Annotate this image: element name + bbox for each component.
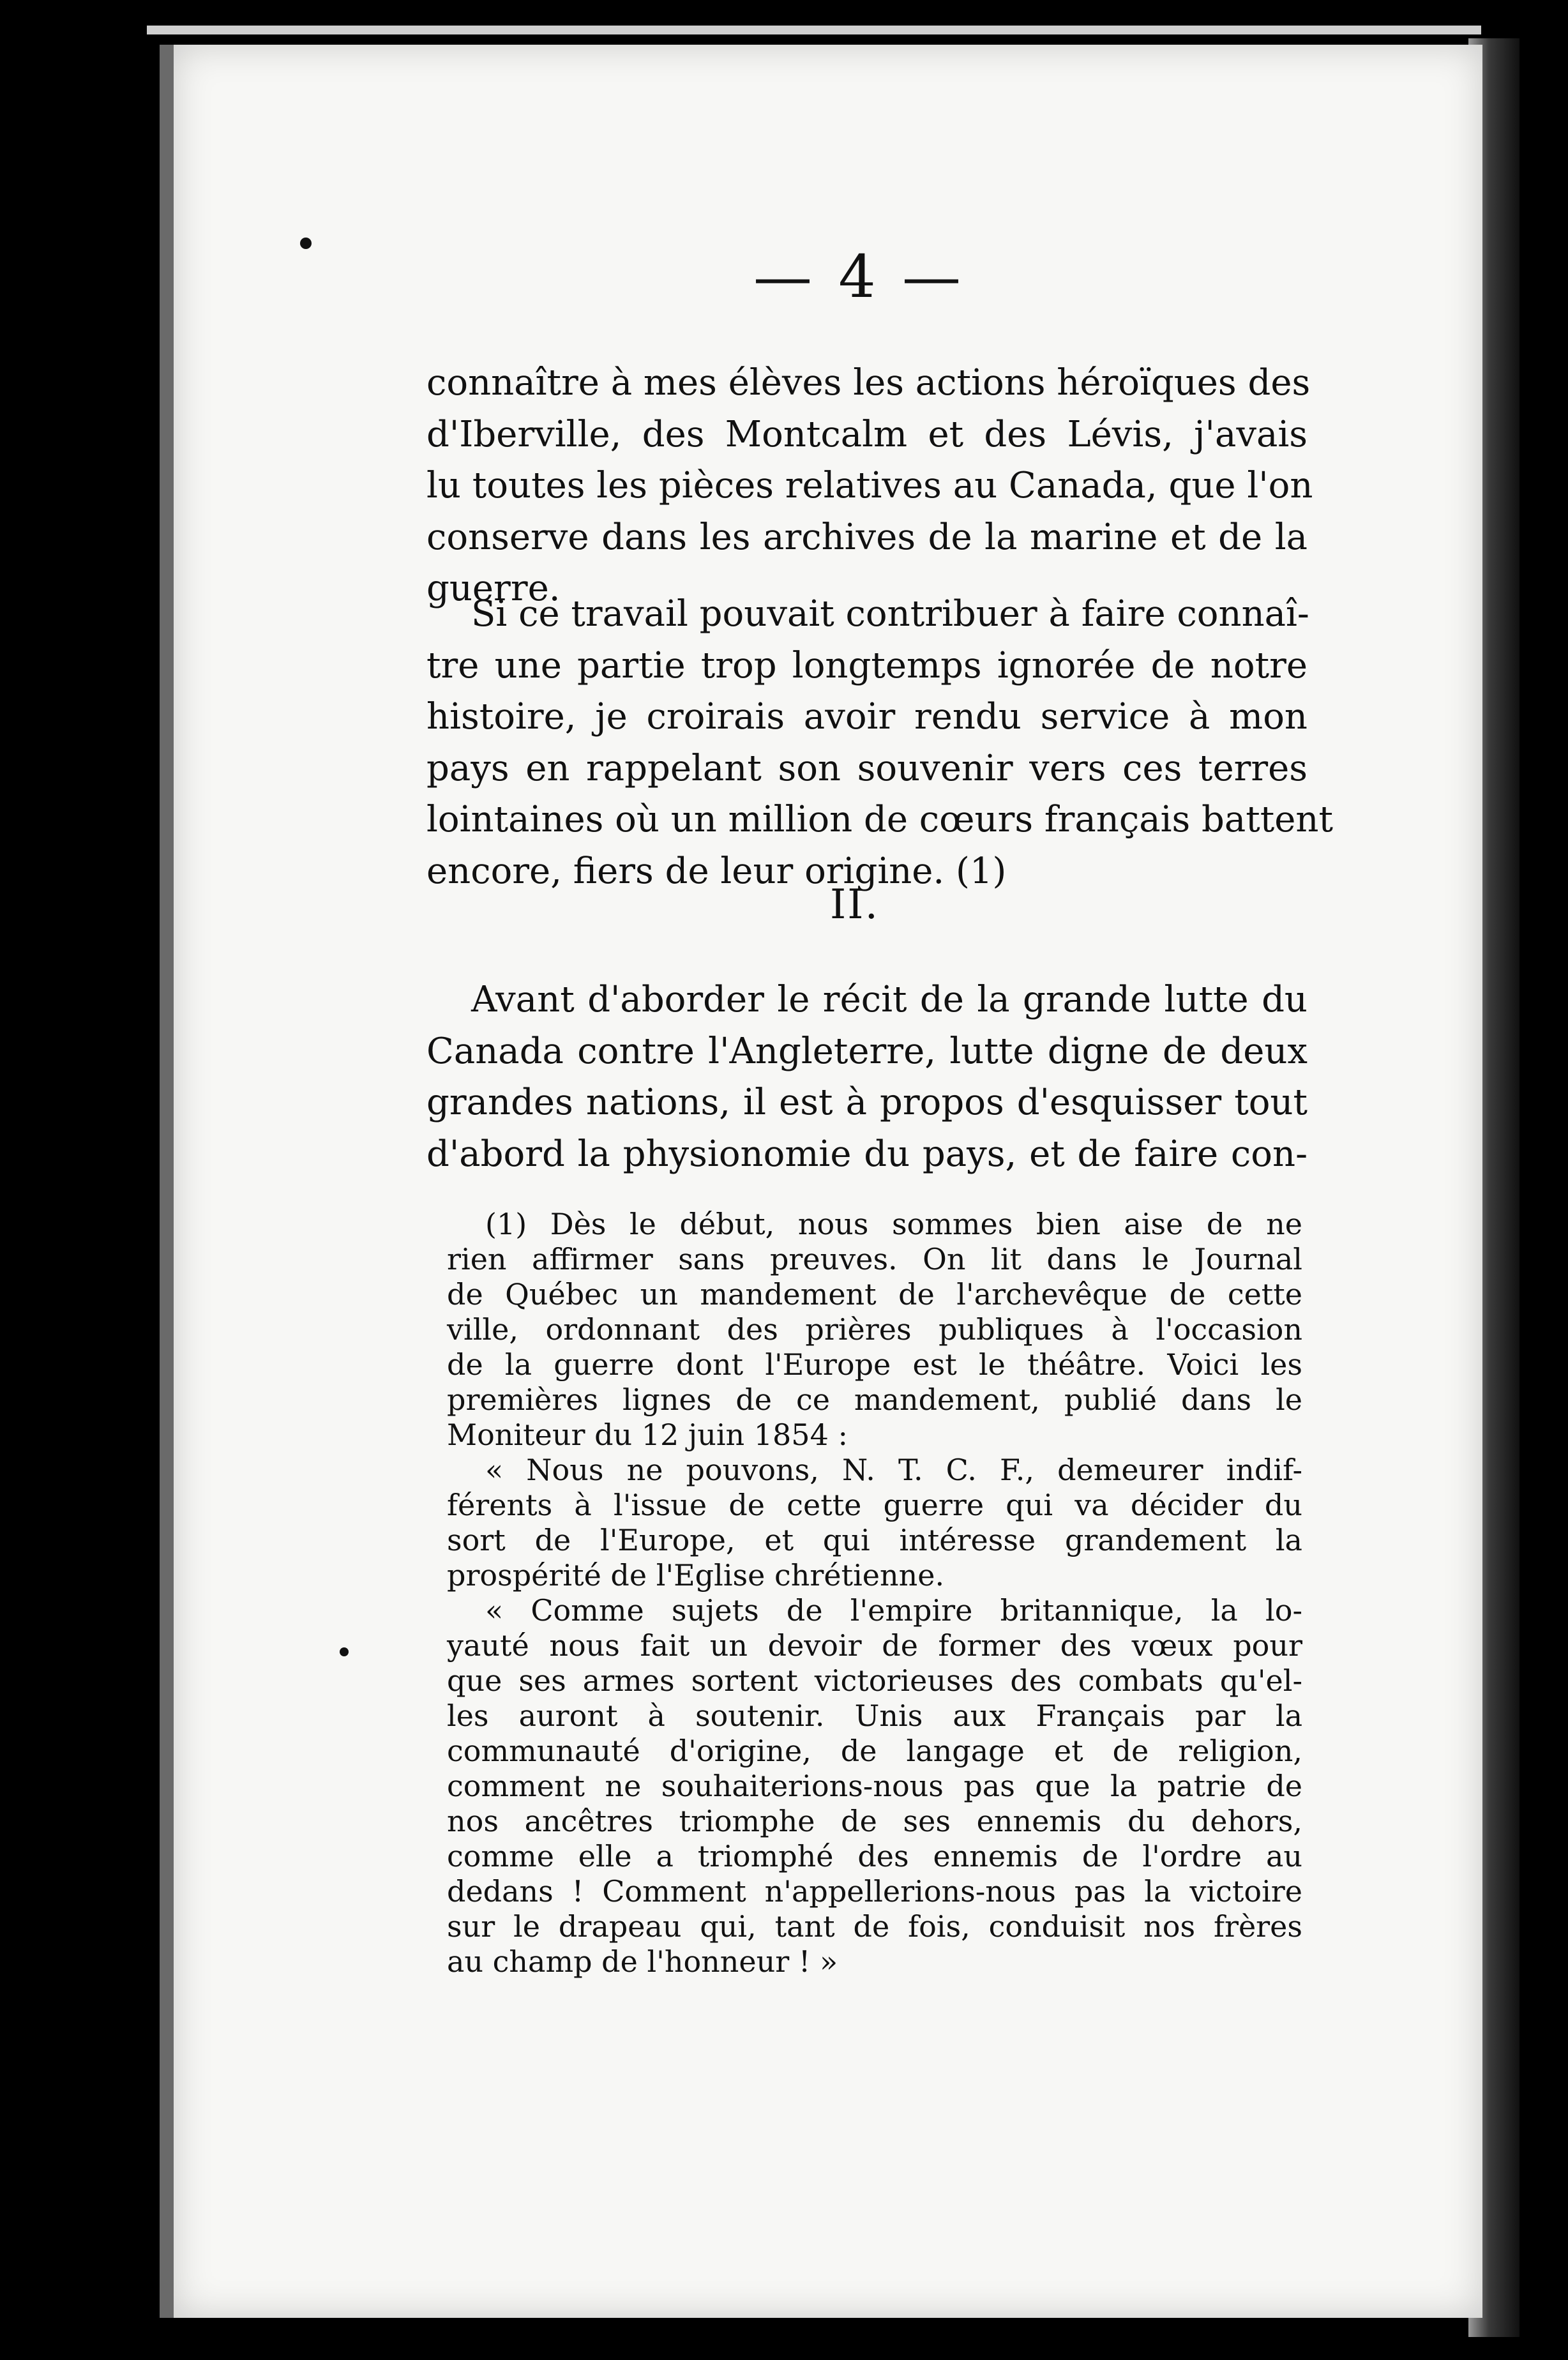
text-line: pays en rappelant son souvenir vers ces terres (426, 747, 1308, 789)
footnote-line: Moniteur du 12 juin 1854 : (447, 1418, 848, 1452)
body-paragraph-1 (426, 358, 1313, 615)
footnote-line: comme elle a triomphé des ennemis de l'ordre au (447, 1839, 1302, 1873)
text-line: lu toutes les pièces relatives au Canada, que l'on (426, 465, 1313, 506)
footnote-line: au champ de l'honneur ! » (447, 1944, 838, 1979)
text-line: guerre. (426, 568, 561, 609)
footnote-line: « Comme sujets de l'empire britannique, la lo- (485, 1593, 1302, 1628)
text-line: lointaines où un million de cœurs français battent (426, 799, 1333, 840)
page-number: — 4 — (753, 243, 965, 311)
footnote-line: (1) Dès le début, nous sommes bien aise de ne (485, 1207, 1302, 1241)
footnote-line: nos ancêtres triomphe de ses ennemis du dehors, (447, 1804, 1302, 1838)
section-heading: II. (830, 881, 879, 928)
footnote-line: ville, ordonnant des prières publiques à l'occasion (447, 1312, 1302, 1347)
speck-mark (300, 238, 312, 249)
footnote-line: rien affirmer sans preuves. On lit dans le Journal (447, 1242, 1302, 1276)
footnote-line: communauté d'origine, de langage et de religion, (447, 1734, 1302, 1768)
footnote-paragraph (447, 1207, 1302, 1453)
footnote-line: prospérité de l'Eglise chrétienne. (447, 1558, 945, 1592)
text-line: encore, fiers de leur origine. (1) (426, 850, 1007, 892)
footnote-line: yauté nous fait un devoir de former des vœux pour (447, 1628, 1302, 1663)
footnote-paragraph (447, 1593, 1302, 1979)
footnote-line: que ses armes sortent victorieuses des combats qu'el- (447, 1663, 1302, 1698)
footnote-line: de Québec un mandement de l'archevêque de cette (447, 1277, 1302, 1312)
footnote-line: de la guerre dont l'Europe est le théâtre. Voici les (447, 1347, 1302, 1382)
page-edge-top (147, 26, 1481, 34)
text-line: grandes nations, il est à propos d'esquisser tout (426, 1082, 1308, 1123)
footnote-separator (447, 1188, 1302, 1189)
body-paragraph-3 (426, 974, 1308, 1180)
text-line: Avant d'aborder le récit de la grande lutte du (471, 979, 1308, 1020)
footnote-line: « Nous ne pouvons, N. T. C. F., demeurer indif- (485, 1453, 1302, 1487)
speck-mark (340, 1647, 349, 1656)
text-line: connaître à mes élèves les actions héroïques des (426, 362, 1311, 404)
footnote-line: premières lignes de ce mandement, publié dans le (447, 1382, 1302, 1417)
footnote-line: sort de l'Europe, et qui intéresse grandement la (447, 1523, 1302, 1557)
text-line: histoire, je croirais avoir rendu service à mon (426, 696, 1308, 738)
text-line: d'abord la physionomie du pays, et de faire con- (426, 1133, 1308, 1175)
footnote-line: férents à l'issue de cette guerre qui va décider du (447, 1488, 1302, 1522)
footnote-line: comment ne souhaiterions-nous pas que la patrie de (447, 1769, 1302, 1803)
footnote-paragraph (447, 1453, 1302, 1593)
text-line: Canada contre l'Angleterre, lutte digne de deux (426, 1030, 1308, 1072)
footnote-line: dedans ! Comment n'appellerions-nous pas la victoire (447, 1874, 1302, 1909)
body-paragraph-2 (426, 589, 1333, 897)
footnote-line: les auront à soutenir. Unis aux Français par la (447, 1698, 1302, 1733)
text-line: d'Iberville, des Montcalm et des Lévis, j'avais (426, 413, 1308, 455)
text-line: Si ce travail pouvait contribuer à faire connaî- (471, 593, 1309, 635)
footnote (447, 1207, 1302, 1979)
text-line: tre une partie trop longtemps ignorée de notre (426, 644, 1308, 686)
footnote-line: sur le drapeau qui, tant de fois, conduisit nos frères (447, 1909, 1302, 1944)
text-line: conserve dans les archives de la marine et de la (426, 516, 1308, 558)
